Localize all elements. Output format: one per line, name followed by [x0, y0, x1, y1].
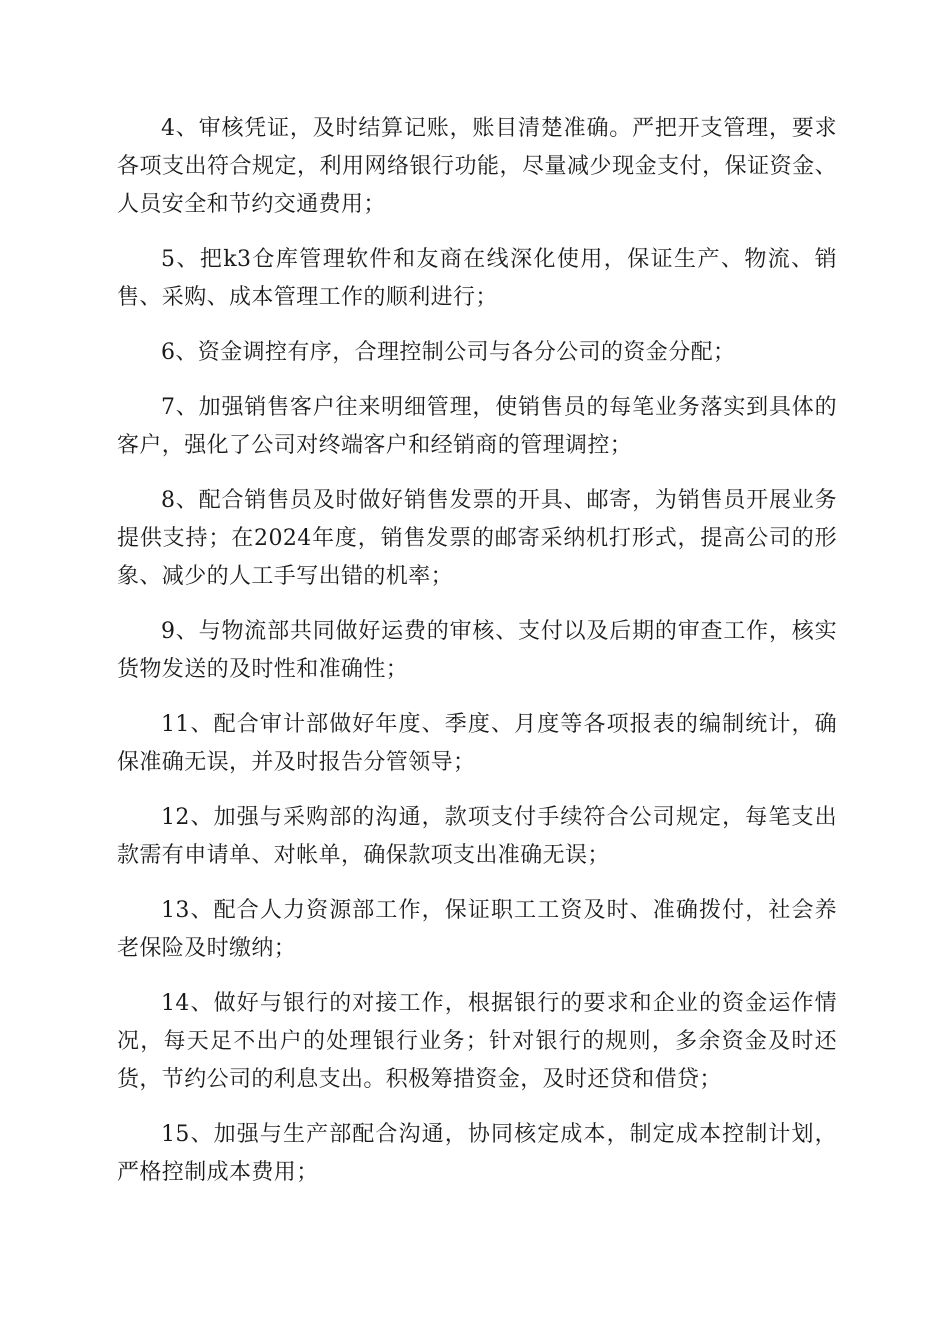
paragraph-item-15: 15、加强与生产部配合沟通，协同核定成本，制定成本控制计划，严格控制成本费用； — [117, 1122, 837, 1185]
paragraph-item-8: 8、配合销售员及时做好销售发票的开具、邮寄，为销售员开展业务提供支持；在2024年度，销售发票的邮寄采纳机打形式，提高公司的形象、减少的人工手写出错的机率； — [117, 488, 837, 589]
paragraph-item-9: 9、与物流部共同做好运费的审核、支付以及后期的审查工作，核实货物发送的及时性和准确性； — [117, 619, 837, 682]
paragraph-item-5: 5、把k3仓库管理软件和友商在线深化使用，保证生产、物流、销售、采购、成本管理工作的顺利进行； — [117, 247, 837, 310]
paragraph-item-4: 4、审核凭证，及时结算记账，账目清楚准确。严把开支管理，要求各项支出符合规定，利用网络银行功能，尽量减少现金支付，保证资金、人员安全和节约交通费用； — [117, 116, 837, 217]
paragraph-item-14: 14、做好与银行的对接工作，根据银行的要求和企业的资金运作情况，每天足不出户的处理银行业务；针对银行的规则，多余资金及时还货，节约公司的利息支出。积极筹措资金，及时还贷和借贷； — [117, 991, 837, 1092]
paragraph-item-13: 13、配合人力资源部工作，保证职工工资及时、准确拨付，社会养老保险及时缴纳； — [117, 898, 837, 961]
paragraph-item-12: 12、加强与采购部的沟通，款项支付手续符合公司规定，每笔支出款需有申请单、对帐单，确保款项支出准确无误； — [117, 805, 837, 868]
paragraph-item-6: 6、资金调控有序，合理控制公司与各分公司的资金分配； — [161, 340, 736, 365]
paragraph-item-7: 7、加强销售客户往来明细管理，使销售员的每笔业务落实到具体的客户，强化了公司对终端客户和经销商的管理调控； — [117, 395, 837, 458]
paragraph-item-11: 11、配合审计部做好年度、季度、月度等各项报表的编制统计，确保准确无误，并及时报告分管领导； — [117, 712, 837, 775]
document-body — [117, 110, 837, 1209]
